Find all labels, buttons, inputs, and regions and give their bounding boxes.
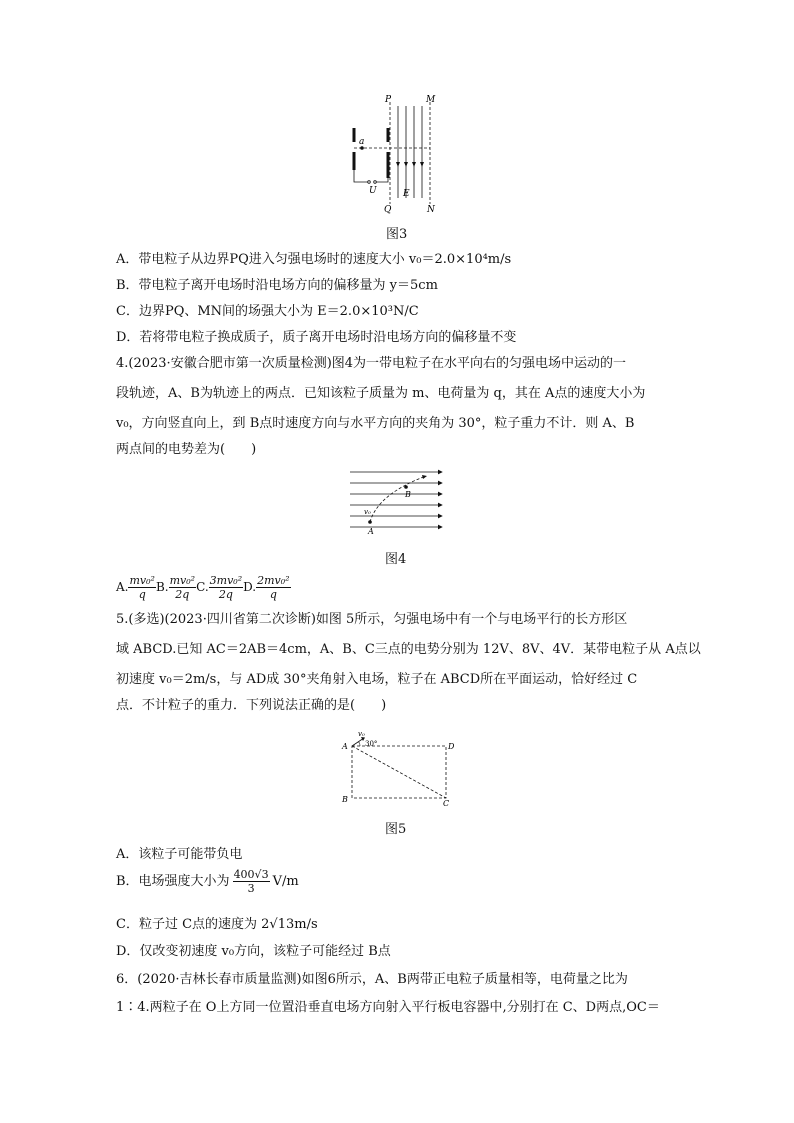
q4-text-line-4: 两点间的电势差为( ) bbox=[116, 442, 257, 457]
field-lines bbox=[398, 106, 422, 198]
label-u: U bbox=[369, 186, 377, 196]
label-q: Q bbox=[384, 205, 392, 214]
q4-option-b-prefix: B. bbox=[155, 580, 169, 594]
q3-option-c: C．边界PQ、MN间的场强大小为 E＝2.0×10³N/C bbox=[116, 304, 419, 319]
figure-4-caption: 图4 bbox=[385, 552, 407, 567]
label-m: M bbox=[426, 95, 436, 105]
q4-text-line-1: 4.(2023·安徽合肥市第一次质量检测)图4为一带电粒子在水平向右的匀强电场中运动的一 bbox=[116, 356, 627, 371]
q5-option-a: A．该粒子可能带负电 bbox=[116, 847, 243, 862]
figure-3-caption: 图3 bbox=[386, 227, 408, 242]
label-a: A bbox=[368, 527, 374, 536]
q4-options bbox=[116, 574, 291, 601]
q5-text-line-2: 域 ABCD.已知 AC＝2AB＝4cm，A、B、C三点的电势分别为 12V、8V、4V．某带电粒子从 A点以 bbox=[116, 642, 701, 657]
q5-option-b-prefix: B．电场强度大小为 bbox=[116, 874, 230, 889]
angle-arc bbox=[358, 742, 360, 746]
q5-text-line-4: 点．不计粒子的重力．下列说法正确的是( ) bbox=[116, 698, 387, 713]
label-n: N bbox=[427, 205, 435, 214]
q3-option-a: A．带电粒子从边界PQ进入匀强电场时的速度大小 v₀＝2.0×10⁴m/s bbox=[116, 252, 512, 267]
label-a: A bbox=[342, 742, 348, 751]
label-v0: v₀ bbox=[364, 508, 371, 516]
q3-option-b: B．带电粒子离开电场时沿电场方向的偏移量为 y＝5cm bbox=[116, 278, 438, 293]
q4-text-line-2: 段轨迹，A、B为轨迹上的两点．已知该粒子质量为 m、电荷量为 q，其在 A点的速度大小为 bbox=[116, 386, 646, 401]
q4-option-c-fraction: $\frac{\text{3mv₀²}}{2q}$ bbox=[209, 574, 243, 601]
label-b: B bbox=[342, 795, 348, 804]
q4-option-a-fraction: $\frac{\text{mv₀²}}{q}$ bbox=[129, 574, 155, 601]
q4-option-d-fraction: $\frac{\text{2mv₀²}}{q}$ bbox=[257, 574, 290, 601]
q4-text-line-3: v₀，方向竖直向上，到 B点时速度方向与水平方向的夹角为 30°，粒子重力不计．则 A、B bbox=[116, 416, 635, 431]
field-lines bbox=[350, 472, 442, 527]
label-b: B bbox=[405, 490, 411, 499]
point-b bbox=[404, 485, 408, 489]
q4-option-a-prefix: A. bbox=[116, 580, 129, 594]
q5-option-b-fraction: $\frac{400√3}{3}$ bbox=[233, 868, 269, 895]
q3-option-d: D．若将带电粒子换成质子，质子离开电场时沿电场方向的偏移量不变 bbox=[116, 330, 517, 345]
figure-5 bbox=[338, 726, 458, 808]
figure-3 bbox=[340, 92, 450, 214]
q6-text-line-1: 6．(2020·吉林长春市质量监测)如图6所示，A、B两带正电粒子质量相等，电荷量之比为 bbox=[116, 972, 628, 987]
q5-option-d: D．仅改变初速度 v₀方向，该粒子可能经过 B点 bbox=[116, 944, 391, 959]
label-p: P bbox=[385, 95, 392, 105]
field-arrows bbox=[396, 162, 424, 167]
label-angle: 30° bbox=[365, 740, 378, 748]
q5-option-c: C．粒子过 C点的速度为 2√13m/s bbox=[116, 917, 318, 932]
label-a: a bbox=[359, 137, 365, 147]
figure-5-caption: 图5 bbox=[385, 822, 407, 837]
q5-text-line-1: 5.(多选)(2023·四川省第二次诊断)如图 5所示，匀强电场中有一个与电场平行的长方形区 bbox=[116, 612, 628, 627]
circuit-wire bbox=[354, 170, 388, 182]
q5-option-b-unit: V/m bbox=[272, 874, 299, 889]
q5-text-line-3: 初速度 v₀＝2m/s，与 AD成 30°夹角射入电场，粒子在 ABCD所在平面运动，恰好经过 C bbox=[116, 672, 638, 687]
label-v0: v₀ bbox=[358, 730, 365, 738]
label-e: E bbox=[403, 189, 410, 199]
point-a bbox=[368, 520, 372, 524]
q5-option-b bbox=[116, 868, 299, 895]
figure-4 bbox=[348, 466, 444, 542]
q4-option-b-fraction: $\frac{\text{mv₀²}}{2q}$ bbox=[169, 574, 196, 601]
q6-text-line-2: 1∶4.两粒子在 O上方同一位置沿垂直电场方向射入平行板电容器中,分别打在 C、D两点,OC＝ bbox=[116, 1000, 660, 1015]
diagonal-ac bbox=[352, 746, 446, 798]
label-d: D bbox=[448, 742, 455, 751]
q4-option-d-prefix: D. bbox=[243, 580, 257, 594]
q4-option-c-prefix: C. bbox=[196, 580, 209, 594]
label-c: C bbox=[443, 799, 450, 808]
